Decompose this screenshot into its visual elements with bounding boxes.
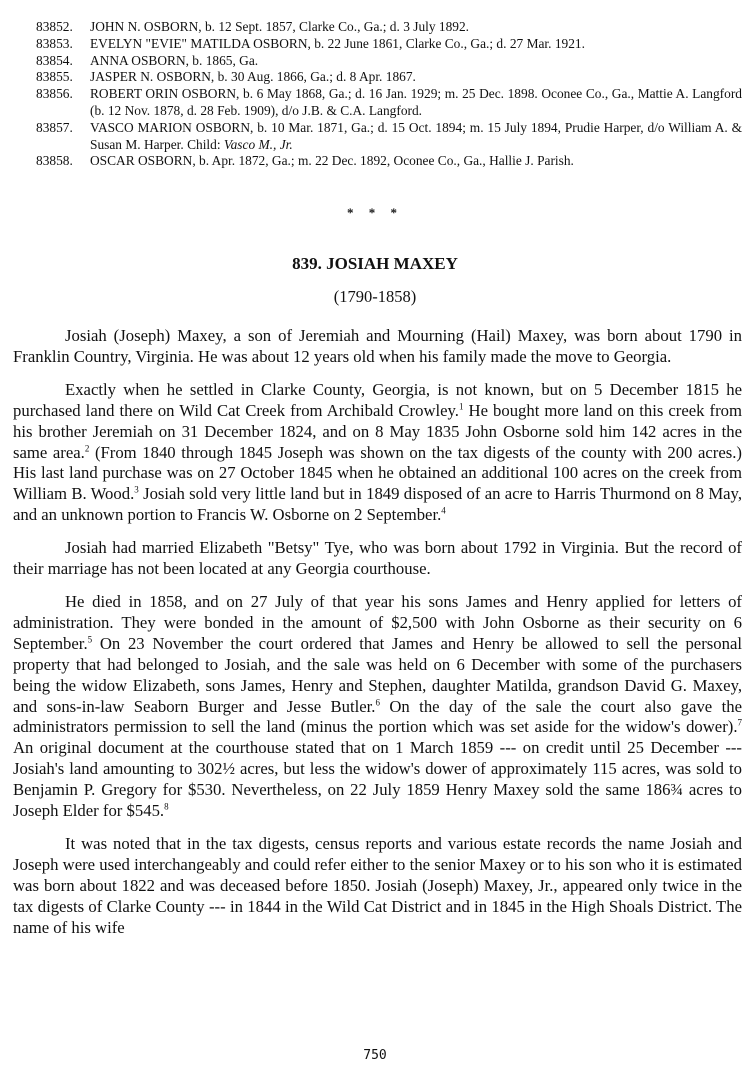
descendant-list [14,19,742,170]
footnote-ref: 2 [84,442,90,453]
paragraph-text: Exactly when he settled in Clarke County, Georgia, is not known, but on 5 December 1815 he purchased land there on Wild Cat Creek from Archibald Crowley. [13,379,742,420]
footnote-ref: 1 [458,401,464,412]
entry-number: 83853. [36,35,73,51]
entry-text: OSCAR OSBORN, b. Apr. 1872, Ga.; m. 22 Dec. 1892, Oconee Co., Ga., Hallie J. Parish. [90,153,574,169]
entry-number: 83858. [36,153,73,169]
list-item [14,120,742,154]
paragraph-text: On the day of the sale the court also gave the administrators permission to sell the land (minus the portion which was set aside for the widow's dower). [13,696,742,737]
footnote-ref: 7 [737,717,742,728]
paragraph [13,380,742,526]
paragraph-text: He bought more land on this creek from his brother Jeremiah on 31 December 1824, and on 8 May 1835 John Osborne sold him 142 acres in the same area. [13,400,742,462]
paragraph-text: An original document at the courthouse stated that on 1 March 1859 --- on credit until 25 December --- Josiah's land amounting to 302½ acres, but less the widow's dower of approximately 115 acres, was sold to Benjamin P. Gregory for $530. Nevertheless, on 22 July 1859 Henry Maxey sold the same 186¾ acres to Joseph Elder for $545. [13,738,742,821]
paragraph [13,326,742,368]
narrative-body [13,326,742,950]
entry-number: 83855. [36,69,73,85]
paragraph-text: On 23 November the court ordered that James and Henry be allowed to sell the personal property that had belonged to Josiah, and the sale was held on 6 December with some of the purchasers being the widow Elizabeth, sons James, Henry and Stephen, daughter Matilda, grandson David G. Maxey, and sons-in-law Seaborn Burger and Jesse Butler. [13,633,742,716]
section-separator: * * * [347,205,403,220]
footnote-ref: 6 [375,696,380,707]
paragraph-text: It was noted that in the tax digests, census reports and various estate records the name Josiah and Joseph were used interchangeably and could refer either to the senior Maxey or to his son who it is estimated was born about 1822 and was deceased before 1850. Josiah (Joseph) Maxey, Jr., appeared only twice in the tax digests of Clarke County --- in 1844 in the Wild Cat District and in 1845 in the High Shoals District. The name of his wife [13,833,742,937]
life-dates: (1790-1858) [333,287,417,306]
child-name: Vasco M., Jr. [223,136,293,152]
entry-number: 83854. [36,52,73,68]
list-item [14,153,742,170]
entry-number: 83857. [36,119,73,135]
paragraph-text: Josiah (Joseph) Maxey, a son of Jeremiah and Mourning (Hail) Maxey, was born about 1790 in Franklin Country, Virginia. He was about 12 years old when his family made the move to Georgia. [13,326,742,366]
paragraph-text: Josiah had married Elizabeth "Betsy" Tye, who was born about 1792 in Virginia. But the record of their marriage has not been located at any Georgia courthouse. [13,538,742,579]
entry-text: JASPER N. OSBORN, b. 30 Aug. 1866, Ga.; d. 8 Apr. 1867. [90,69,416,85]
entry-text: JOHN N. OSBORN, b. 12 Sept. 1857, Clarke Co., Ga.; d. 3 July 1892. [90,19,470,34]
footnote-ref: 8 [164,801,169,812]
paragraph [13,834,742,939]
paragraph-text: Josiah sold very little land but in 1849 disposed of an acre to Harris Thurmond on 8 May, and an unknown portion to Francis W. Osborne on 2 September. [13,484,742,525]
paragraph [13,538,742,580]
entry-text: ANNA OSBORN, b. 1865, Ga. [90,52,259,68]
section-heading: 839. JOSIAH MAXEY [292,254,458,273]
paragraph [13,592,742,822]
list-item [14,19,742,36]
entry-number: 83856. [36,86,73,102]
paragraph-text: (From 1840 through 1845 Joseph was shown on the tax digests of the county with 200 acres.) His last land purchase was on 27 October 1845 when he obtained an additional 100 acres on the creek from William B. Wood. [13,442,742,504]
list-item [14,69,742,86]
entry-text [90,120,742,154]
entry-text: ROBERT ORIN OSBORN, b. 6 May 1868, Ga.; d. 16 Jan. 1929; m. 25 Dec. 1898. Oconee Co., Ga., Mattie A. Langford (b. 12 Nov. 1878, d. 28 Feb. 1909), d/o J.B. & C.A. Langford. [90,86,742,118]
list-item [14,86,742,120]
footnote-ref: 4 [441,505,446,516]
list-item [14,36,742,53]
footnote-ref: 3 [134,484,139,495]
paragraph-text: He died in 1858, and on 27 July of that year his sons James and Henry applied for letters of administration. They were bonded in the amount of $2,500 with John Osborne as their security on 6 September. [13,591,742,653]
page-number: 750 [363,1048,387,1063]
footnote-ref: 5 [87,634,93,645]
entry-text: EVELYN "EVIE" MATILDA OSBORN, b. 22 June 1861, Clarke Co., Ga.; d. 27 Mar. 1921. [90,35,585,51]
list-item [14,53,742,70]
entry-text-main: VASCO MARION OSBORN, b. 10 Mar. 1871, Ga.; d. 15 Oct. 1894; m. 15 July 1894, Prudie Harper, d/o William A. & Susan M. Harper. Child: [90,119,742,152]
entry-number: 83852. [36,19,73,34]
